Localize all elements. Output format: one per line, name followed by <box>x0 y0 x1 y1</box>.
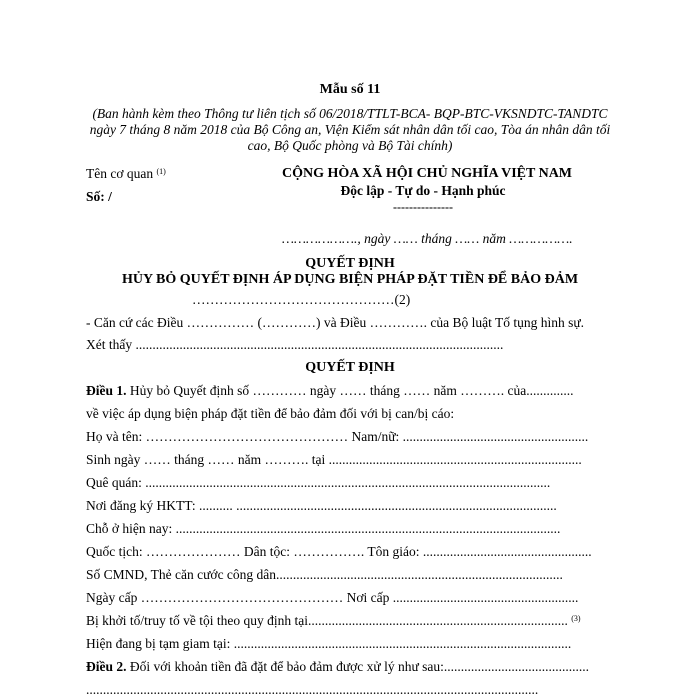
decision-title: QUYẾT ĐỊNH <box>305 256 395 271</box>
field-hometown: Quê quán: ........................................................................................................................ <box>86 475 551 490</box>
field-prosecuted-text: Bị khởi tố/truy tố về tội theo quy định tại............................................................................. <box>86 613 568 628</box>
issuance-note-2: ngày 7 tháng 8 năm 2018 của Bộ Công an, Viện Kiểm sát nhân dân tối cao, Tòa án nhân dân tối <box>89 122 611 137</box>
article-2-label: Điều 2. <box>86 659 127 674</box>
article-1-line2: về việc áp dụng biện pháp đặt tiền để bảo đảm đối với bị can/bị cáo: <box>86 406 455 421</box>
agency-label: Tên cơ quan <box>86 166 154 181</box>
footnote-3: (3) <box>571 614 581 623</box>
footnote-1: (1) <box>156 167 166 176</box>
field-issue-date: Ngày cấp ……………………………………… Nơi cấp ....................................................... <box>86 590 579 605</box>
field-birth: Sinh ngày …… tháng …… năm ………. tại ........................................................................... <box>86 452 582 467</box>
legal-basis: - Căn cứ các Điều …………… (…………) và Điều …………. của Bộ luật Tố tụng hình sự. <box>86 315 585 330</box>
document-number: Số: / <box>86 189 112 204</box>
issuance-note-3: cao, Bộ Quốc phòng và Bộ Tài chính) <box>247 138 453 153</box>
agency-line <box>86 166 166 182</box>
field-current-residence: Chỗ ở hiện nay: .................................................................................................................. <box>86 521 561 536</box>
article-1-label: Điều 1. <box>86 383 127 398</box>
place-date: ………………., ngày …… tháng …… năm ……………. <box>282 231 573 246</box>
considering-line: Xét thấy ............................................................................................................. <box>86 337 504 352</box>
issuer-line: ………………………………………(2) <box>192 292 411 307</box>
national-motto: Độc lập - Tự do - Hạnh phúc <box>340 183 506 198</box>
decision-heading: QUYẾT ĐỊNH <box>305 360 395 375</box>
field-id-number: Số CMND, Thẻ căn cước công dân..................................................................................... <box>86 567 563 582</box>
article-1 <box>86 383 573 399</box>
motto-underline: --------------- <box>393 200 453 214</box>
field-nationality: Quốc tịch: ………………… Dân tộc: ……………. Tôn giáo: .................................................. <box>86 544 592 559</box>
decision-subject: HỦY BỎ QUYẾT ĐỊNH ÁP DỤNG BIỆN PHÁP ĐẶT TIỀN ĐỂ BẢO ĐẢM <box>121 272 579 287</box>
article-1-text: Hủy bỏ Quyết định số ………… ngày …… tháng …… năm ………. của.............. <box>129 383 574 398</box>
field-detention: Hiện đang bị tạm giam tại: .................................................................................................... <box>86 636 572 651</box>
article-2 <box>86 659 589 675</box>
field-fullname: Họ và tên: ……………………………………… Nam/nữ: ....................................................... <box>86 429 589 444</box>
article-2-text: Đối với khoản tiền đã đặt để bảo đảm được xử lý như sau:........................................... <box>129 659 590 674</box>
form-number: Mẫu số 11 <box>319 82 381 97</box>
field-registered-residence: Nơi đăng ký HKTT: .......... ............................................................................................... <box>86 498 557 513</box>
article-2-line2: ...................................................................................................................................... <box>86 682 539 697</box>
field-prosecuted <box>86 613 581 629</box>
issuance-note-1: (Ban hành kèm theo Thông tư liên tịch số 06/2018/TTLT-BCA- BQP-BTC-VKSNDTC-TANDTC <box>92 106 608 121</box>
country-name: CỘNG HÒA XÃ HỘI CHỦ NGHĨA VIỆT NAM <box>282 166 573 181</box>
